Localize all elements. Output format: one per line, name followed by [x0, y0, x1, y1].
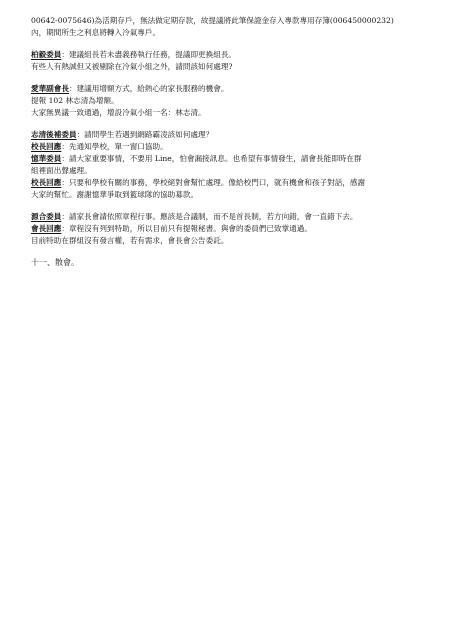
para1-line1: 00642-0075646)為活期存戶，無法做定期存款，故提議將此筆保證金存入專款專用存簿(006450000232)	[31, 16, 394, 25]
paragraph-gap	[31, 247, 433, 257]
meeting-minutes-body	[31, 15, 433, 269]
para4-line2: 校長回應：先通知學校，單一窗口協助。	[31, 142, 168, 151]
para4-line1: 志清後補委員：請問學生若遇到網路霸凌該如何處理？	[31, 130, 214, 139]
para5-text2: 章程沒有列到特助，所以目前只有提報秘書。與會的委員們已致掌通過。	[68, 224, 312, 233]
speaker-aihua: 愛華副會長	[31, 84, 69, 93]
para5-line2: 會長回應：章程沒有列到特助，所以目前只有提報秘書。與會的委員們已致掌通過。	[31, 224, 312, 233]
paragraph-gap	[31, 39, 433, 49]
speaker-president: 會長回應	[31, 224, 62, 233]
para4-text3: 請大家重要事情，不要用 Line，怕會漏接訊息。也希望有事情發生，請會長能即時在群	[68, 154, 362, 163]
para4-line6: 大家的幫忙。謝謝憶華爭取到籃球隊的協助募款。	[31, 190, 199, 199]
para4-line4: 組裡面出聲處理。	[31, 166, 92, 175]
para3-text1: 建議用增額方式，給熱心的家長服務的機會。	[76, 84, 229, 93]
paragraph-gap	[31, 119, 433, 129]
para4-text2: 先通知學校，單一窗口協助。	[68, 142, 168, 151]
para2-line2: 有些人有熱誠但又被剔除在冷氣小組之外，請問該如何處理?	[31, 62, 233, 71]
para5-text1: 請家長會請依照章程行事。應該是合議制，而不是首長制，若方向錯，會一直錯下去。	[68, 212, 358, 221]
para3-line3: 大家無異議一致通過，增設冷氣小組一名：林志清。	[31, 108, 206, 117]
para5-line1: 源合委員：請家長會請依照章程行事。應該是合議制，而不是首長制，若方向錯，會一直錯下去。	[31, 212, 358, 221]
speaker-yihua: 憶華委員	[31, 154, 62, 163]
para4-line3: 憶華委員：請大家重要事情，不要用 Line，怕會漏接訊息。也希望有事情發生，請會長能即時在群	[31, 154, 362, 163]
paragraph-gap	[31, 73, 433, 83]
para2-text1: 建議組長若未盡義務執行任務，提議即更換組長。	[68, 50, 237, 59]
para1-line2: 內，期間所生之利息將轉入冷氣專戶。	[31, 28, 161, 37]
para3-line2: 提報 102 林志清為增額。	[31, 96, 119, 105]
paragraph-gap	[31, 201, 433, 211]
para4-line5: 校長回應：只要和學校有關的事務，學校絕對會幫忙處理。像給校門口，就有機會和孩子對話，感謝	[31, 178, 366, 187]
speaker-yuanhe: 源合委員	[31, 212, 62, 221]
speaker-zhiqing: 志清後補委員	[31, 130, 77, 139]
speaker-principal: 校長回應	[31, 142, 62, 151]
para3-line1: 愛華副會長：建議用增額方式，給熱心的家長服務的機會。	[31, 84, 229, 93]
para2-line1: 柏毅委員：建議組長若未盡義務執行任務，提議即更換組長。	[31, 50, 237, 59]
para4-text1: 請問學生若遇到網路霸凌該如何處理？	[84, 130, 214, 139]
speaker-principal: 校長回應	[31, 178, 62, 187]
speaker-boyi: 柏毅委員	[31, 50, 62, 59]
para5-line3: 目前特助在群組沒有發言權，若有需求，會長會公告委託。	[31, 236, 229, 245]
para4-text5: 只要和學校有關的事務，學校絕對會幫忙處理。像給校門口，就有機會和孩子對話，感謝	[68, 178, 366, 187]
section-heading-adjourn: 十一、散會。	[31, 258, 79, 267]
